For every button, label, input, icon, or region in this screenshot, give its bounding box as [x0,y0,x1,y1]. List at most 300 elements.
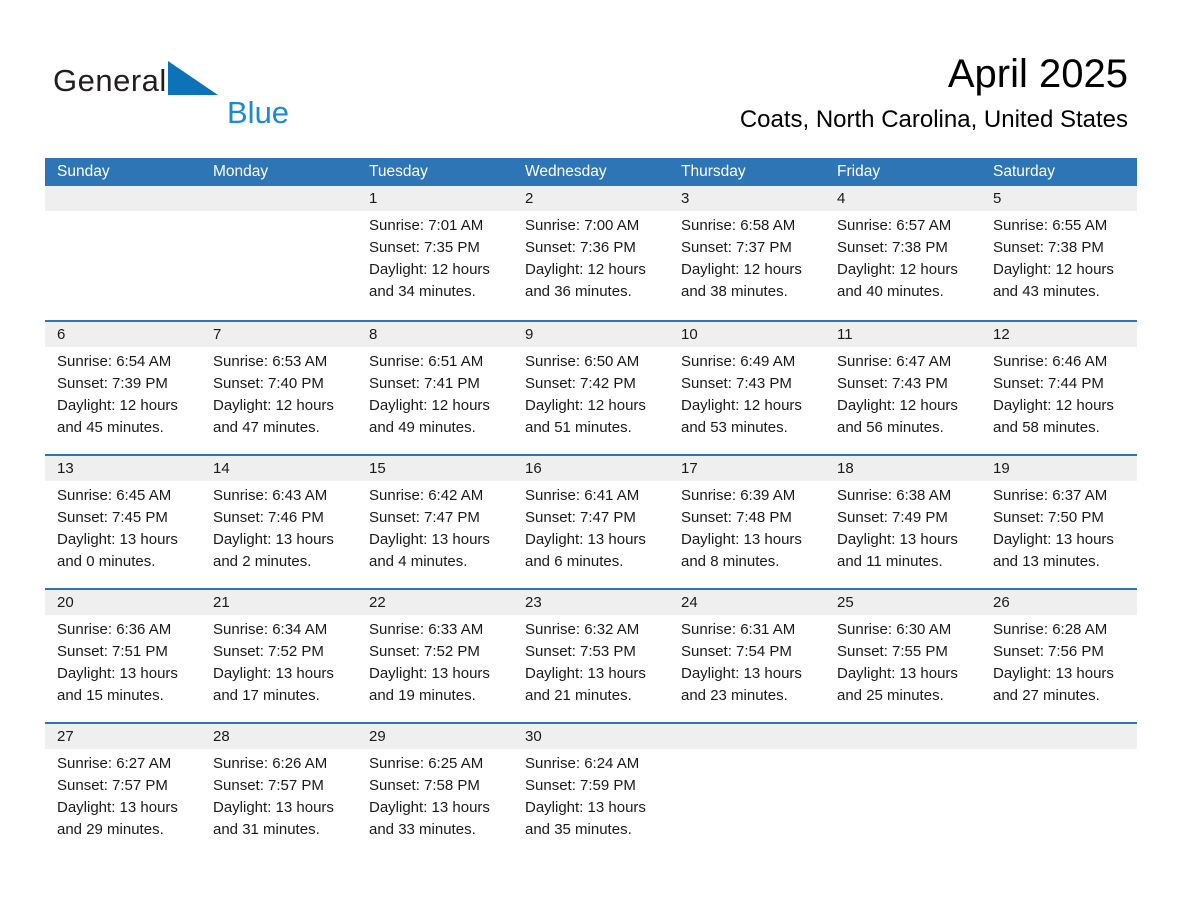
day-number: 15 [369,460,386,477]
daylight-label: Daylight: [681,531,740,548]
daylight-value: 12 hours and 43 minutes. [993,261,1114,300]
daylight-label: Daylight: [837,397,896,414]
day-number: 23 [525,594,542,611]
sunset-label: Sunset: [525,777,576,794]
daylight-value: 12 hours and 56 minutes. [837,397,958,436]
daylight-value: 13 hours and 17 minutes. [213,665,334,704]
daylight-line [369,395,507,439]
day-number [981,724,1137,750]
day-cell [669,211,825,303]
sunset-value: 7:41 PM [424,375,480,392]
day-number: 1 [369,190,378,207]
daylight-line [681,529,819,573]
sunset-label: Sunset: [993,509,1044,526]
day-number-band [45,590,1137,615]
sunset-value: 7:47 PM [424,509,480,526]
day-cell [357,211,513,303]
day-cell [201,211,357,303]
sunrise-value: 6:36 AM [116,621,172,638]
day-cell [201,749,357,841]
daylight-value: 13 hours and 33 minutes. [369,799,490,838]
sunrise-line [57,485,195,507]
daylight-value: 12 hours and 47 minutes. [213,397,334,436]
sunset-label: Sunset: [57,375,108,392]
sunset-label: Sunset: [369,509,420,526]
day-number-band [45,456,1137,481]
sunrise-value: 6:34 AM [272,621,328,638]
daylight-line [837,529,975,573]
day-cell [981,347,1137,439]
sunrise-line [369,485,507,507]
sunset-value: 7:51 PM [112,643,168,660]
day-number: 17 [681,460,698,477]
daylight-label: Daylight: [57,531,116,548]
sunrise-line [369,619,507,641]
sunset-line [369,373,507,395]
sunrise-value: 6:32 AM [584,621,640,638]
sunrise-line [837,351,975,373]
day-cell [201,347,357,439]
sunrise-value: 6:49 AM [740,353,796,370]
day-cell [825,347,981,439]
sunset-line [57,641,195,663]
sunset-line [369,775,507,797]
day-cell [981,481,1137,573]
calendar-grid [45,158,1137,856]
sunset-line [213,507,351,529]
sunrise-line [525,485,663,507]
day-cell [357,347,513,439]
sunrise-value: 6:53 AM [272,353,328,370]
daylight-label: Daylight: [837,665,896,682]
sunset-value: 7:54 PM [736,643,792,660]
sunrise-value: 6:51 AM [428,353,484,370]
day-details-row [45,211,1137,303]
sunrise-label: Sunrise: [993,217,1049,234]
weekday-header-cell: Monday [213,163,269,180]
sunrise-value: 6:55 AM [1052,217,1108,234]
sunrise-value: 6:31 AM [740,621,796,638]
sunset-value: 7:36 PM [580,239,636,256]
day-number: 29 [369,728,386,745]
sunrise-label: Sunrise: [993,487,1049,504]
day-details-row [45,347,1137,439]
day-number: 19 [993,460,1010,477]
sunset-label: Sunset: [369,777,420,794]
sunrise-value: 6:24 AM [584,755,640,772]
sunset-value: 7:56 PM [1048,643,1104,660]
sunrise-line [213,485,351,507]
sunset-label: Sunset: [993,239,1044,256]
day-number: 7 [213,326,222,343]
daylight-value: 13 hours and 31 minutes. [213,799,334,838]
sunset-value: 7:40 PM [268,375,324,392]
sunrise-line [993,215,1131,237]
daylight-line [681,395,819,439]
sunrise-label: Sunrise: [213,487,269,504]
daylight-label: Daylight: [525,397,584,414]
daylight-value: 13 hours and 21 minutes. [525,665,646,704]
sunset-label: Sunset: [57,643,108,660]
sunrise-label: Sunrise: [369,755,425,772]
sunset-label: Sunset: [681,239,732,256]
sunset-line [993,373,1131,395]
sunset-line [993,641,1131,663]
week-row [45,454,1137,588]
daylight-value: 12 hours and 53 minutes. [681,397,802,436]
sunset-line [681,641,819,663]
sunset-line [57,775,195,797]
day-cell [513,749,669,841]
day-cell [201,481,357,573]
daylight-value: 12 hours and 49 minutes. [369,397,490,436]
sunrise-value: 6:25 AM [428,755,484,772]
sunrise-line [213,753,351,775]
sunrise-line [57,351,195,373]
sunrise-label: Sunrise: [369,487,425,504]
sunset-line [213,775,351,797]
sunrise-label: Sunrise: [213,755,269,772]
logo-triangle-icon [168,61,218,95]
daylight-label: Daylight: [681,665,740,682]
sunrise-value: 6:41 AM [584,487,640,504]
day-cell [669,615,825,707]
daylight-label: Daylight: [369,665,428,682]
sunrise-line [681,215,819,237]
daylight-label: Daylight: [57,665,116,682]
sunset-value: 7:35 PM [424,239,480,256]
daylight-value: 13 hours and 27 minutes. [993,665,1114,704]
sunset-label: Sunset: [57,509,108,526]
weekday-header-cell: Tuesday [369,163,428,180]
sunset-value: 7:37 PM [736,239,792,256]
daylight-label: Daylight: [993,665,1052,682]
sunset-line [837,373,975,395]
day-number: 13 [57,460,74,477]
daylight-line [57,395,195,439]
sunrise-line [369,215,507,237]
weekday-header-cell: Friday [837,163,881,180]
daylight-label: Daylight: [213,531,272,548]
sunrise-value: 6:58 AM [740,217,796,234]
day-details-row [45,749,1137,841]
day-number: 20 [57,594,74,611]
daylight-label: Daylight: [837,531,896,548]
calendar-weeks [45,186,1137,856]
day-number: 11 [837,326,853,343]
sunset-label: Sunset: [681,643,732,660]
sunrise-label: Sunrise: [369,353,425,370]
daylight-value: 12 hours and 38 minutes. [681,261,802,300]
day-cell [45,749,201,841]
sunrise-line [993,619,1131,641]
sunrise-value: 6:47 AM [896,353,952,370]
sunrise-line [681,619,819,641]
day-cell [825,615,981,707]
daylight-label: Daylight: [525,531,584,548]
page-header [45,52,1137,147]
sunrise-label: Sunrise: [681,217,737,234]
day-number-band [45,322,1137,347]
daylight-label: Daylight: [681,261,740,278]
daylight-value: 13 hours and 2 minutes. [213,531,334,570]
daylight-line [57,529,195,573]
day-number: 25 [837,594,854,611]
daylight-label: Daylight: [525,799,584,816]
sunset-value: 7:39 PM [112,375,168,392]
sunrise-value: 6:38 AM [896,487,952,504]
logo-blue-text: Blue [227,95,290,130]
daylight-line [57,663,195,707]
daylight-value: 13 hours and 13 minutes. [993,531,1114,570]
day-cell [513,211,669,303]
sunrise-label: Sunrise: [525,621,581,638]
day-cell [825,211,981,303]
daylight-label: Daylight: [57,799,116,816]
day-number: 14 [213,460,230,477]
daylight-line [837,663,975,707]
sunrise-line [681,351,819,373]
sunset-line [57,507,195,529]
daylight-line [525,395,663,439]
sunrise-label: Sunrise: [525,487,581,504]
sunrise-value: 6:54 AM [116,353,172,370]
daylight-line [57,797,195,841]
day-number [825,724,981,750]
daylight-label: Daylight: [993,397,1052,414]
sunrise-line [525,619,663,641]
daylight-line [837,395,975,439]
sunset-value: 7:52 PM [424,643,480,660]
sunrise-value: 7:01 AM [428,217,484,234]
sunrise-value: 6:42 AM [428,487,484,504]
day-number [669,724,825,750]
sunset-label: Sunset: [837,375,888,392]
daylight-line [369,663,507,707]
day-cell [513,615,669,707]
weekday-header-cell: Saturday [993,163,1056,180]
day-number: 22 [369,594,386,611]
daylight-label: Daylight: [993,531,1052,548]
sunrise-label: Sunrise: [837,487,893,504]
sunset-label: Sunset: [525,375,576,392]
day-number: 27 [57,728,74,745]
sunset-label: Sunset: [681,509,732,526]
title-block [740,52,1137,134]
day-cell [825,749,981,841]
sunrise-line [837,619,975,641]
sunset-line [993,237,1131,259]
daylight-line [837,259,975,303]
day-cell [981,749,1137,841]
daylight-line [681,663,819,707]
sunset-label: Sunset: [681,375,732,392]
day-number: 26 [993,594,1010,611]
day-cell [825,481,981,573]
sunset-value: 7:57 PM [268,777,324,794]
sunset-line [369,507,507,529]
day-cell [981,211,1137,303]
daylight-label: Daylight: [57,397,116,414]
sunrise-line [837,485,975,507]
day-cell [357,615,513,707]
sunset-value: 7:49 PM [892,509,948,526]
daylight-value: 13 hours and 0 minutes. [57,531,178,570]
sunset-label: Sunset: [993,643,1044,660]
daylight-line [525,663,663,707]
sunset-label: Sunset: [525,509,576,526]
weekday-header-cell: Wednesday [525,163,607,180]
daylight-label: Daylight: [525,665,584,682]
day-cell [669,749,825,841]
sunset-label: Sunset: [369,375,420,392]
sunrise-line [57,619,195,641]
day-number: 21 [213,594,230,611]
sunset-value: 7:55 PM [892,643,948,660]
sunset-value: 7:48 PM [736,509,792,526]
sunset-value: 7:45 PM [112,509,168,526]
sunrise-label: Sunrise: [681,487,737,504]
sunset-line [369,237,507,259]
daylight-label: Daylight: [681,397,740,414]
sunrise-label: Sunrise: [57,621,113,638]
daylight-label: Daylight: [993,261,1052,278]
sunset-label: Sunset: [993,375,1044,392]
daylight-value: 13 hours and 11 minutes. [837,531,958,570]
daylight-value: 12 hours and 36 minutes. [525,261,646,300]
daylight-line [993,663,1131,707]
daylight-label: Daylight: [213,397,272,414]
sunrise-label: Sunrise: [57,353,113,370]
day-number: 10 [681,326,698,343]
sunrise-label: Sunrise: [57,755,113,772]
day-number [45,186,201,212]
sunset-value: 7:53 PM [580,643,636,660]
sunrise-value: 6:46 AM [1052,353,1108,370]
daylight-line [993,259,1131,303]
sunrise-label: Sunrise: [213,353,269,370]
sunset-line [57,373,195,395]
sunrise-line [993,485,1131,507]
daylight-line [369,797,507,841]
sunrise-value: 6:57 AM [896,217,952,234]
sunrise-line [525,351,663,373]
daylight-value: 12 hours and 40 minutes. [837,261,958,300]
sunset-label: Sunset: [213,643,264,660]
day-details-row [45,615,1137,707]
sunrise-label: Sunrise: [525,217,581,234]
day-cell [45,211,201,303]
sunset-line [525,775,663,797]
sunrise-value: 6:37 AM [1052,487,1108,504]
day-cell [669,347,825,439]
sunrise-label: Sunrise: [993,621,1049,638]
daylight-value: 13 hours and 23 minutes. [681,665,802,704]
sunrise-line [681,485,819,507]
weekday-header-row [45,158,1137,186]
sunset-line [213,641,351,663]
sunrise-line [525,753,663,775]
day-cell [357,481,513,573]
sunrise-value: 6:30 AM [896,621,952,638]
day-number [201,186,357,212]
sunset-value: 7:43 PM [892,375,948,392]
day-number: 18 [837,460,854,477]
sunset-value: 7:58 PM [424,777,480,794]
sunset-line [213,373,351,395]
general-blue-logo[interactable] [45,52,290,147]
daylight-value: 13 hours and 25 minutes. [837,665,958,704]
sunset-value: 7:43 PM [736,375,792,392]
daylight-value: 12 hours and 58 minutes. [993,397,1114,436]
day-cell [201,615,357,707]
sunset-line [837,641,975,663]
daylight-line [681,259,819,303]
sunrise-line [993,351,1131,373]
day-cell [513,481,669,573]
sunset-value: 7:57 PM [112,777,168,794]
daylight-label: Daylight: [837,261,896,278]
sunset-label: Sunset: [369,239,420,256]
daylight-line [993,395,1131,439]
sunrise-label: Sunrise: [681,621,737,638]
daylight-label: Daylight: [369,261,428,278]
sunrise-line [525,215,663,237]
daylight-line [525,259,663,303]
daylight-label: Daylight: [213,665,272,682]
sunrise-line [369,753,507,775]
day-number: 5 [993,190,1002,207]
sunset-value: 7:42 PM [580,375,636,392]
sunset-label: Sunset: [837,509,888,526]
week-row [45,722,1137,856]
day-number: 9 [525,326,534,343]
sunset-value: 7:38 PM [1048,239,1104,256]
week-row [45,588,1137,722]
sunset-value: 7:47 PM [580,509,636,526]
day-cell [357,749,513,841]
sunrise-line [57,753,195,775]
day-cell [513,347,669,439]
sunrise-line [213,619,351,641]
sunrise-value: 6:39 AM [740,487,796,504]
sunset-label: Sunset: [213,375,264,392]
day-number-band [45,186,1137,211]
day-number: 24 [681,594,698,611]
daylight-label: Daylight: [369,531,428,548]
sunset-label: Sunset: [213,777,264,794]
day-number: 12 [993,326,1010,343]
sunrise-label: Sunrise: [369,621,425,638]
daylight-value: 13 hours and 35 minutes. [525,799,646,838]
weekday-header-cell: Sunday [57,163,110,180]
daylight-label: Daylight: [369,397,428,414]
sunrise-value: 6:33 AM [428,621,484,638]
sunset-line [837,237,975,259]
daylight-value: 12 hours and 51 minutes. [525,397,646,436]
daylight-value: 13 hours and 4 minutes. [369,531,490,570]
sunset-value: 7:38 PM [892,239,948,256]
sunrise-value: 6:45 AM [116,487,172,504]
day-cell [981,615,1137,707]
sunrise-value: 7:00 AM [584,217,640,234]
day-number: 30 [525,728,542,745]
day-cell [45,615,201,707]
daylight-label: Daylight: [213,799,272,816]
daylight-value: 13 hours and 15 minutes. [57,665,178,704]
sunrise-label: Sunrise: [525,755,581,772]
sunrise-line [213,351,351,373]
